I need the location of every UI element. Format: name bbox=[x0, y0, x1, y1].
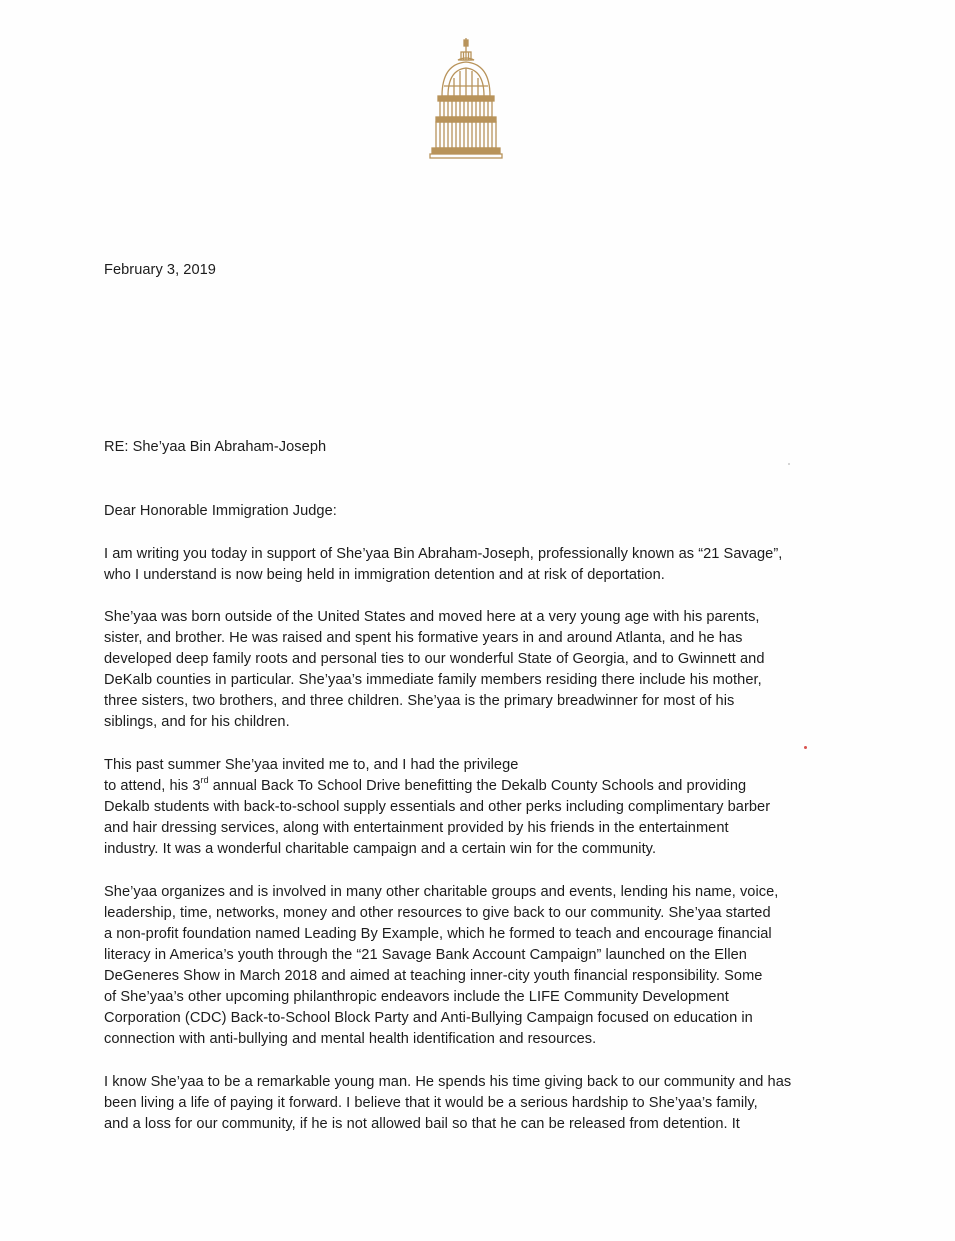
paragraph-2 bbox=[104, 607, 864, 733]
paragraph-4 bbox=[104, 882, 864, 1050]
paragraph-line: of She’yaa’s other upcoming philanthropic endeavors include the LIFE Community Development bbox=[104, 989, 729, 1005]
paragraph-line: industry. It was a wonderful charitable campaign and a certain win for the community. bbox=[104, 841, 657, 857]
re-line: RE: She’yaa Bin Abraham-Joseph bbox=[104, 439, 327, 455]
paragraph-line: I am writing you today in support of She’yaa Bin Abraham-Joseph, professionally known as “21 Savage”, bbox=[104, 546, 783, 562]
paragraph-line: leadership, time, networks, money and other resources to give back to our community. She’yaa started bbox=[104, 905, 771, 921]
paragraph-line: and a loss for our community, if he is not allowed bail so that he can be released from detention. It bbox=[104, 1116, 740, 1132]
scan-speck bbox=[788, 463, 790, 465]
paragraph-line: sister, and brother. He was raised and spent his formative years in and around Atlanta, and he has bbox=[104, 630, 743, 646]
paragraph-line: who I understand is now being held in immigration detention and at risk of deportation. bbox=[104, 567, 665, 583]
paragraph-line: siblings, and for his children. bbox=[104, 714, 290, 730]
ordinal-continuation: annual Back To School Drive benefitting the Dekalb County Schools and providing bbox=[208, 778, 747, 794]
ordinal-text: to attend, his 3 bbox=[104, 778, 201, 794]
scan-speck bbox=[804, 746, 807, 749]
paragraph-line: and hair dressing services, along with entertainment provided by his friends in the entertainment bbox=[104, 820, 729, 836]
paragraph-line: She’yaa was born outside of the United States and moved here at a very young age with his parents, bbox=[104, 609, 760, 625]
paragraph-line: developed deep family roots and personal ties to our wonderful State of Georgia, and to Gwinnett and bbox=[104, 651, 765, 667]
paragraph-5 bbox=[104, 1072, 864, 1135]
letter-date: February 3, 2019 bbox=[104, 262, 216, 278]
paragraph-line: This past summer She’yaa invited me to, and I had the privilege bbox=[104, 757, 519, 773]
paragraph-line: a non-profit foundation named Leading By Example, which he formed to teach and encourage financial bbox=[104, 926, 772, 942]
paragraph-3 bbox=[104, 755, 864, 860]
paragraph-line: DeGeneres Show in March 2018 and aimed at teaching inner-city youth financial responsibility. Some bbox=[104, 968, 763, 984]
paragraph-line: Dekalb students with back-to-school supply essentials and other perks including complimentary barber bbox=[104, 799, 771, 815]
paragraph-line bbox=[104, 776, 864, 797]
paragraph-line: three sisters, two brothers, and three children. She’yaa is the primary breadwinner for most of his bbox=[104, 693, 735, 709]
paragraph-line: She’yaa organizes and is involved in many other charitable groups and events, lending his name, voice, bbox=[104, 884, 779, 900]
paragraph-line: connection with anti-bullying and mental health identification and resources. bbox=[104, 1031, 597, 1047]
paragraph-line: Corporation (CDC) Back-to-School Block Party and Anti-Bullying Campaign focused on education in bbox=[104, 1010, 753, 1026]
salutation: Dear Honorable Immigration Judge: bbox=[104, 503, 337, 519]
paragraph-line: I know She’yaa to be a remarkable young man. He spends his time giving back to our community and has bbox=[104, 1074, 792, 1090]
paragraph-line: been living a life of paying it forward. I believe that it would be a serious hardship to She’yaa’s family, bbox=[104, 1095, 758, 1111]
capitol-dome-icon bbox=[428, 38, 504, 160]
paragraph-line: DeKalb counties in particular. She’yaa’s immediate family members residing there include his mother, bbox=[104, 672, 762, 688]
paragraph-line: literacy in America’s youth through the “21 Savage Bank Account Campaign” launched on the Ellen bbox=[104, 947, 747, 963]
ordinal-suffix: rd bbox=[200, 775, 209, 786]
paragraph-1 bbox=[104, 544, 864, 586]
